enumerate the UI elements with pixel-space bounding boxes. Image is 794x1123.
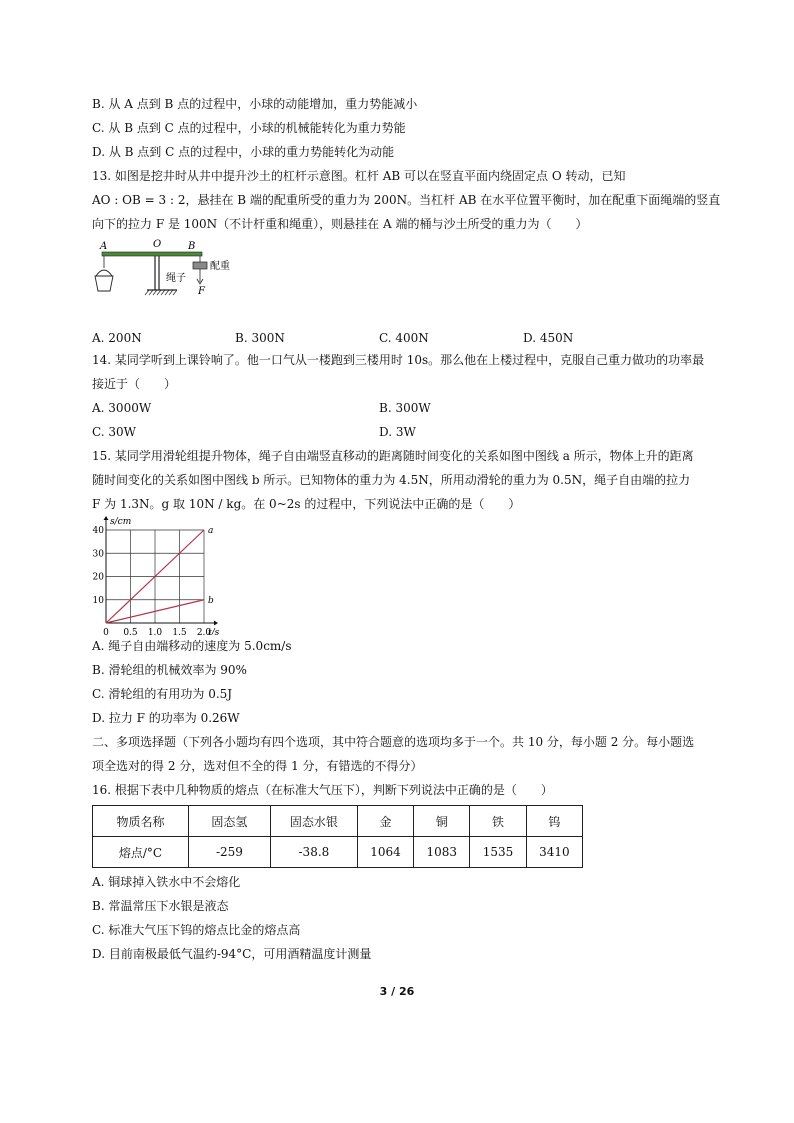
series-label-b: b [208, 595, 214, 606]
table-cell: 物质名称 [93, 806, 189, 837]
q14-option-b: B. 300W [379, 401, 431, 415]
q13-stem-line1: 13. 如图是挖井时从井中提升沙土的杠杆示意图。杠杆 AB 可以在竖直平面内绕固定点 O 转动，已知 [92, 169, 626, 183]
section2-instructions-line1: 二、多项选择题（下列各小题均有四个选项，其中符合题意的选项均多于一个。共 10 分，每小题 2 分。每小题选 [92, 735, 695, 749]
table-cell: 固态水银 [270, 806, 357, 837]
y-tick-label: 10 [92, 595, 104, 606]
counterweight-label: 配重 [210, 261, 230, 272]
q16-option-d: D. 目前南极最低气温约-94°C，可用酒精温度计测量 [92, 947, 372, 961]
page-number: 3 / 26 [379, 985, 415, 998]
q15-stem-line1: 15. 某同学用滑轮组提升物体，绳子自由端竖直移动的距离随时间变化的关系如图中图线 a 所示，物体上升的距离 [92, 449, 694, 463]
table-cell: -38.8 [270, 837, 357, 868]
y-axis-arrow [104, 516, 109, 520]
table-cell: 1535 [470, 837, 526, 868]
q13-option-a: A. 200N [92, 331, 142, 345]
q14-option-d: D. 3W [379, 425, 416, 439]
lever-figure [92, 236, 242, 318]
lever-label-a: A [100, 241, 108, 252]
melting-point-table [92, 805, 583, 868]
q14-option-a: A. 3000W [92, 401, 152, 415]
series-label-a: a [208, 526, 214, 536]
table-cell: 铜 [414, 806, 470, 837]
y-tick-label: 30 [92, 549, 104, 560]
q15-option-b: B. 滑轮组的机械效率为 90% [92, 663, 247, 677]
q15-stem-line3: F 为 1.3N。g 取 10N / kg。在 0~2s 的过程中，下列说法中正确的是（ ） [92, 497, 521, 511]
q13-stem-line2: AO : OB = 3 : 2，悬挂在 B 端的配重所受的重力为 200N。当杠杆 AB 在水平位置平衡时，加在配重下面绳端的竖直 [92, 193, 721, 207]
y-tick-label: 40 [92, 526, 104, 536]
lever-bar [102, 252, 202, 256]
counterweight [193, 262, 207, 269]
q16-option-c: C. 标准大气压下钨的熔点比金的熔点高 [92, 923, 301, 937]
q15-option-a: A. 绳子自由端移动的速度为 5.0cm/s [92, 639, 292, 653]
y-axis-label: s/cm [110, 517, 132, 527]
x-axis-arrow [214, 621, 218, 626]
q12-option-b: B. 从 A 点到 B 点的过程中，小球的动能增加，重力势能减小 [92, 97, 418, 111]
x-tick-label: 1.0 [147, 628, 163, 635]
q13-option-c: C. 400N [379, 331, 429, 345]
section2-instructions-line2: 项全选对的得 2 分，选对但不全的得 1 分，有错选的不得分） [92, 759, 423, 773]
x-tick-label: 2.0 [196, 628, 212, 635]
q16-option-a: A. 铜球掉入铁水中不会熔化 [92, 875, 241, 889]
force-label: F [198, 286, 205, 297]
q13-option-b: B. 300N [235, 331, 285, 345]
table-cell: 金 [357, 806, 413, 837]
q13-stem-line3: 向下的拉力 F 是 100N（不计杆重和绳重），则悬挂在 A 端的桶与沙土所受的重力为（ ） [92, 217, 588, 231]
q14-stem-line1: 14. 某同学听到上课铃响了。他一口气从一楼跑到三楼用时 10s。那么他在上楼过程中，克服自己重力做功的功率最 [92, 353, 705, 367]
x-tick-label: 0 [103, 628, 109, 635]
x-axis-label: t/s [208, 628, 220, 635]
distance-time-chart [92, 510, 232, 635]
table-cell: 1083 [414, 837, 470, 868]
x-tick-label: 0.5 [123, 628, 138, 635]
q16-stem: 16. 根据下表中几种物质的熔点（在标准大气压下），判断下列说法中正确的是（ ） [92, 783, 553, 797]
q15-option-d: D. 拉力 F 的功率为 0.26W [92, 711, 240, 725]
table-cell: -259 [188, 837, 270, 868]
lever-label-o: O [153, 239, 162, 250]
bucket [95, 276, 113, 291]
q16-option-b: B. 常温常压下水银是液态 [92, 899, 229, 913]
q12-option-d: D. 从 B 点到 C 点的过程中，小球的重力势能转化为动能 [92, 145, 395, 159]
q15-option-c: C. 滑轮组的有用功为 0.5J [92, 687, 233, 701]
lever-label-b: B [188, 241, 196, 252]
table-header-row [93, 806, 583, 837]
table-cell: 3410 [526, 837, 582, 868]
q15-stem-line2: 随时间变化的关系如图中图线 b 所示。已知物体的重力为 4.5N，所用动滑轮的重力为 0.5N，绳子自由端的拉力 [92, 473, 691, 487]
table-cell: 固态氢 [188, 806, 270, 837]
q13-option-d: D. 450N [523, 331, 574, 345]
q14-option-c: C. 30W [92, 425, 136, 439]
table-cell: 熔点/°C [93, 837, 189, 868]
rope-label: 绳子 [166, 273, 186, 284]
q12-option-c: C. 从 B 点到 C 点的过程中，小球的机械能转化为重力势能 [92, 121, 406, 135]
table-row [93, 837, 583, 868]
table-cell: 铁 [470, 806, 526, 837]
x-tick-label: 1.5 [172, 628, 187, 635]
table-cell: 钨 [526, 806, 582, 837]
q14-stem-line2: 接近于（ ） [92, 377, 177, 391]
table-cell: 1064 [357, 837, 413, 868]
y-tick-label: 20 [92, 572, 104, 583]
